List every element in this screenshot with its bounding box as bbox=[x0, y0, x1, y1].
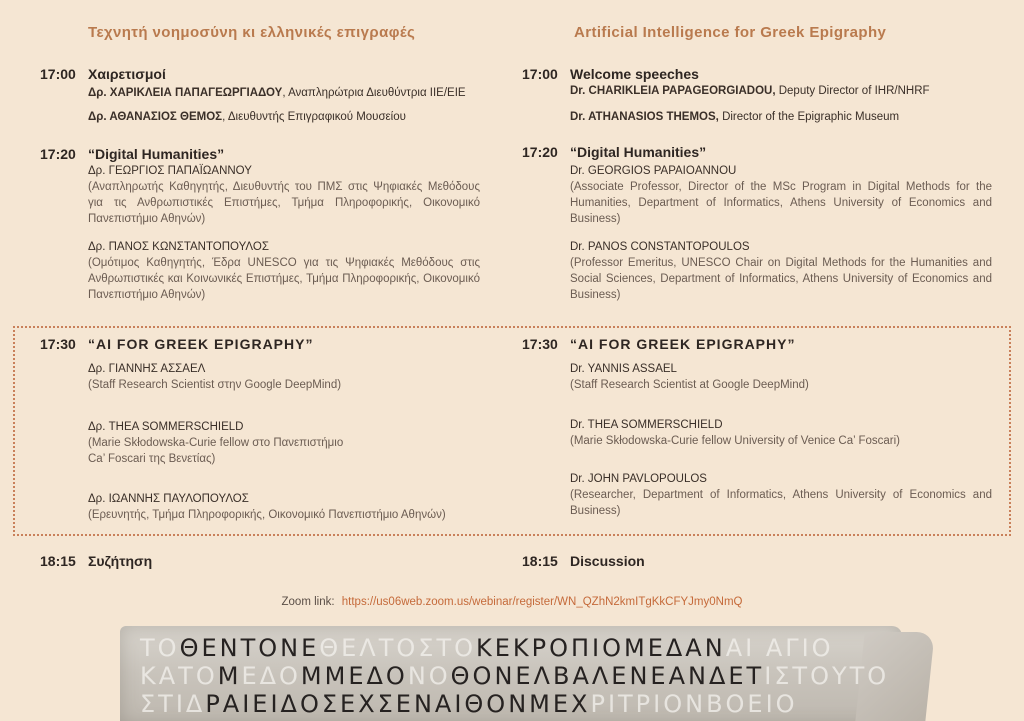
inscription-segment: ΘΕΛΤΟΣΤΟ bbox=[319, 634, 476, 662]
inscription-line-1 bbox=[140, 634, 834, 662]
inscription-segment: ΤΟ bbox=[140, 634, 180, 662]
inscription-segment: ΚΕΚΡΟΠΙΟΜΕΔΑΝ bbox=[476, 634, 726, 662]
session-title: Χαιρετισμοί bbox=[88, 66, 166, 82]
highlight-box bbox=[13, 326, 1011, 536]
session-time: 17:00 bbox=[40, 66, 76, 82]
speaker-affiliation: (Staff Research Scientist at Google DeepMind) bbox=[570, 379, 809, 391]
speaker bbox=[570, 240, 992, 303]
inscription-segment: ΙΣΤΟΥΤΟ bbox=[764, 662, 890, 690]
speaker-name: Dr. YANNIS ASSAEL bbox=[570, 363, 677, 375]
inscription-segment: ΣΕΧΣΕΝ bbox=[321, 690, 435, 718]
inscription-segment: ΒΑΛΕΝΕΑΝΔΕΤ bbox=[552, 662, 765, 690]
zoom-label: Zoom link: bbox=[281, 596, 335, 608]
speaker-role: , Διευθυντής Επιγραφικού Μουσείου bbox=[222, 111, 406, 123]
inscription-segment: ΕΔΟ bbox=[241, 662, 301, 690]
speaker-affiliation: (Staff Research Scientist στην Google DeepMind) bbox=[88, 379, 342, 391]
session-time: 17:30 bbox=[40, 336, 76, 352]
session-title: Συζήτηση bbox=[88, 553, 153, 569]
speaker-name: Δρ. ΧΑΡΙΚΛΕΙΑ ΠΑΠΑΓΕΩΡΓΙΑΔΟΥ bbox=[88, 87, 283, 99]
speaker-name: Dr. PANOS CONSTANTOPOULOS bbox=[570, 241, 750, 253]
speaker-name: Δρ. ΓΙΑΝΝΗΣ ΑΣΣΑΕΛ bbox=[88, 363, 206, 375]
speaker-affiliation: (Αναπληρωτής Καθηγητής, Διευθυντής του ΠΜΣ στις Ψηφιακές Μεθόδους για τις Ανθρωπιστικές Επιστήμες, Τμήμα Πληροφορικής, Οικονομικό Πανεπιστήμιο Αθηνών) bbox=[88, 181, 480, 225]
speaker-affiliation-line: (Marie Skłodowska-Curie fellow στο Πανεπιστήμιο bbox=[88, 437, 344, 449]
session-time: 17:00 bbox=[522, 66, 558, 82]
speaker-name: Δρ. ΙΩΑΝΝΗΣ ΠΑΥΛΟΠΟΥΛΟΣ bbox=[88, 493, 249, 505]
speaker-affiliation: (Professor Emeritus, UNESCO Chair on Digital Methods for the Humanities and Social Sciences, Department of Informatics, Athens University of Economics and Business) bbox=[570, 257, 992, 301]
speaker bbox=[570, 84, 992, 99]
speaker-name: Δρ. THEA SOMMERSCHIELD bbox=[88, 421, 244, 433]
inscription-line-2 bbox=[140, 662, 889, 690]
inscription-segment: ΘΟΝΕΛ bbox=[450, 662, 553, 690]
speaker-name: Dr. THEA SOMMERSCHIELD bbox=[570, 419, 723, 431]
session-time: 17:20 bbox=[40, 146, 76, 162]
inscription-segment: Μ bbox=[217, 662, 242, 690]
speaker-name: Dr. CHARIKLEIA PAPAGEORGIADOU, bbox=[570, 85, 776, 97]
speaker bbox=[88, 164, 480, 227]
session-time: 18:15 bbox=[40, 553, 76, 569]
speaker-affiliation: (Ομότιμος Καθηγητής, Έδρα UNESCO για τις Ψηφιακές Μεθόδους στις Ανθρωπιστικές και Κοινωνικές Επιστήμες, Τμήμα Πληροφορικής, Οικονομικό Πανεπιστήμιο Αθηνών) bbox=[88, 257, 480, 301]
speaker-affiliation-line: Ca’ Foscari της Βενετίας) bbox=[88, 453, 216, 465]
session-time: 18:15 bbox=[522, 553, 558, 569]
session-time: 17:20 bbox=[522, 144, 558, 160]
speaker-role: Deputy Director of IHR/NHRF bbox=[775, 85, 930, 97]
session-title: “Digital Humanities” bbox=[570, 144, 707, 160]
greek-heading: Τεχνητή νοημοσύνη κι ελληνικές επιγραφές bbox=[88, 24, 416, 41]
session-title: Discussion bbox=[570, 553, 645, 569]
speaker bbox=[570, 164, 992, 227]
speaker-affiliation: (Ερευνητής, Τμήμα Πληροφορικής, Οικονομικό Πανεπιστήμιο Αθηνών) bbox=[88, 509, 446, 521]
session-title: “Digital Humanities” bbox=[88, 146, 225, 162]
inscription-segment: ΣΤΙΔ bbox=[140, 690, 206, 718]
session-time: 17:30 bbox=[522, 336, 558, 352]
inscription-segment: ΑΙ ΑΓΙΟ bbox=[725, 634, 834, 662]
inscription-segment: ΚΑΤΟ bbox=[140, 662, 218, 690]
speaker-affiliation: (Researcher, Department of Informatics, Athens University of Economics and Business) bbox=[570, 489, 992, 517]
speaker-name: Dr. ATHANASIOS THEMOS, bbox=[570, 111, 719, 123]
inscription-segment: ΡΙΤΡΙΟΝΒΟΕΙΟ bbox=[590, 690, 798, 718]
speaker bbox=[88, 110, 480, 125]
speaker-name: Dr. GEORGIOS PAPAIOANNOU bbox=[570, 165, 737, 177]
speaker-affiliation: (Associate Professor, Director of the MSc Program in Digital Methods for the Humanities, Department of Informatics, Athens University of Economics and Business) bbox=[570, 181, 992, 225]
zoom-link-line bbox=[0, 596, 1024, 608]
session-title: “AI FOR GREEK EPIGRAPHY” bbox=[88, 336, 314, 352]
english-heading: Artificial Intelligence for Greek Epigraphy bbox=[574, 24, 887, 41]
speaker-affiliation: (Marie Skłodowska-Curie fellow University of Venice Ca’ Foscari) bbox=[570, 435, 900, 447]
speaker bbox=[88, 240, 480, 303]
session-title: “AI FOR GREEK EPIGRAPHY” bbox=[570, 336, 796, 352]
zoom-link[interactable]: https://us06web.zoom.us/webinar/register/WN_QZhN2kmITgKkCFYJmy0NmQ bbox=[341, 596, 743, 608]
speaker-name: Δρ. ΑΘΑΝΑΣΙΟΣ ΘΕΜΟΣ bbox=[88, 111, 223, 123]
speaker-role: , Αναπληρώτρια Διευθύντρια ΙΙΕ/ΕΙΕ bbox=[282, 87, 466, 99]
inscription-line-3 bbox=[140, 690, 798, 718]
speaker-name: Δρ. ΓΕΩΡΓΙΟΣ ΠΑΠΑΪΩΑΝΝΟΥ bbox=[88, 165, 252, 177]
speaker-name: Dr. JOHN PAVLOPOULOS bbox=[570, 473, 707, 485]
speaker bbox=[88, 86, 480, 101]
speaker-role: Director of the Epigraphic Museum bbox=[718, 111, 900, 123]
inscription-segment: ΑΙΘΟΝΜΕΧ bbox=[434, 690, 591, 718]
session-title: Welcome speeches bbox=[570, 66, 699, 82]
inscription-segment: ΘΕΝΤΟΝΕ bbox=[179, 634, 320, 662]
speaker-name: Δρ. ΠΑΝΟΣ ΚΩΝΣΤΑΝΤΟΠΟΥΛΟΣ bbox=[88, 241, 269, 253]
inscription-segment: ΜΜΕΔΟ bbox=[300, 662, 408, 690]
inscription-segment: ΡΑΙΕΙΔΟ bbox=[205, 690, 322, 718]
inscription-segment: ΝΟ bbox=[407, 662, 451, 690]
speaker bbox=[570, 110, 992, 125]
